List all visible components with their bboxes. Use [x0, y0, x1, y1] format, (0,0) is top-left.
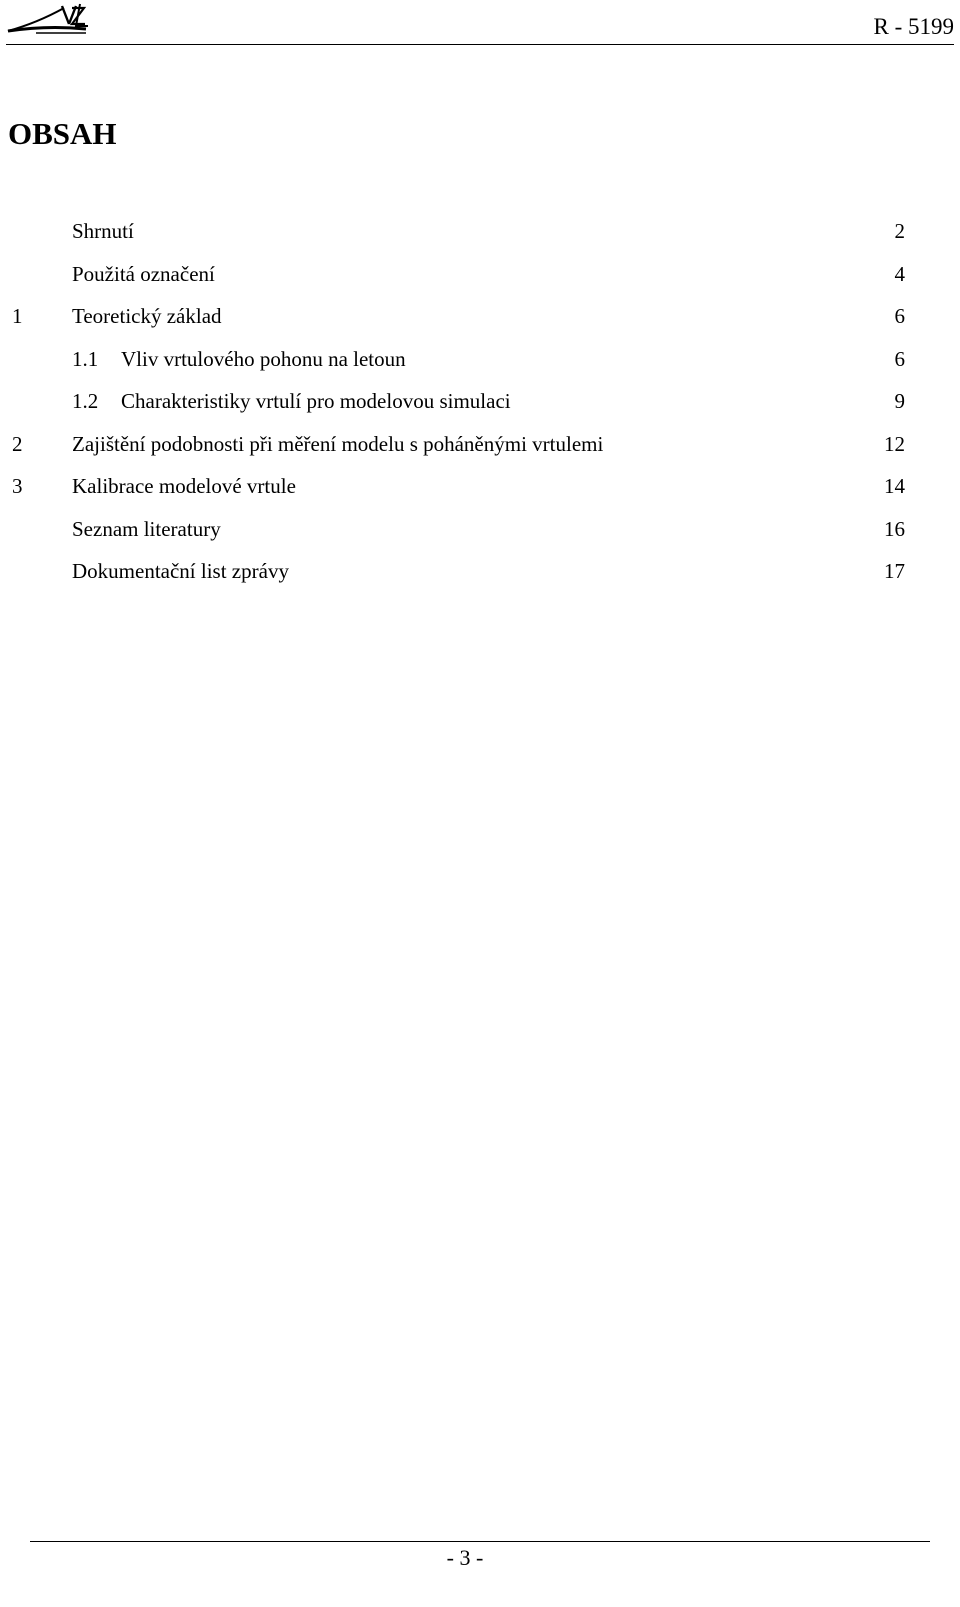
toc-item-label: Seznam literatury — [72, 516, 221, 541]
page-number: - 3 - — [446, 1545, 484, 1570]
document-number: R - 5199 — [873, 14, 954, 39]
toc-item-page: 16 — [884, 516, 905, 541]
toc-item-propeller-influence[interactable] — [0, 338, 960, 381]
toc-item-references[interactable] — [0, 508, 960, 551]
toc-item-propeller-characteristics[interactable] — [0, 380, 960, 423]
toc-item-label: Vliv vrtulového pohonu na letoun — [121, 346, 406, 371]
toc-item-page: 6 — [894, 304, 905, 328]
toc-item-label: Charakteristiky vrtulí pro modelovou simulaci — [121, 389, 511, 413]
toc-item-page: 2 — [894, 219, 905, 243]
page-title: OBSAH — [8, 116, 117, 151]
page-header — [6, 0, 954, 46]
table-of-contents — [0, 210, 960, 593]
toc-item-label: Zajištění podobnosti při měření modelu s poháněnými vrtulemi — [72, 431, 604, 456]
toc-item-summary[interactable] — [0, 210, 960, 253]
footer-divider — [30, 1541, 930, 1542]
toc-item-number: 1.2 — [72, 389, 99, 413]
toc-item-theory[interactable] — [0, 295, 960, 338]
toc-item-page: 6 — [894, 346, 905, 371]
toc-item-page: 12 — [884, 431, 905, 456]
toc-item-page: 9 — [894, 389, 905, 413]
header-divider — [6, 44, 954, 45]
toc-item-similarity[interactable] — [0, 423, 960, 466]
toc-item-label: Shrnutí — [72, 219, 134, 243]
toc-item-label: Dokumentační list zprávy — [72, 559, 289, 583]
toc-item-documentation-sheet[interactable] — [0, 550, 960, 593]
toc-item-calibration[interactable] — [0, 465, 960, 508]
toc-item-label: Kalibrace modelové vrtule — [72, 474, 296, 498]
toc-item-page: 17 — [884, 559, 905, 583]
toc-item-notation[interactable] — [0, 253, 960, 296]
vzlu-logo-icon — [6, 2, 90, 36]
toc-item-number: 3 — [12, 474, 23, 498]
toc-item-label: Použitá označení — [72, 261, 215, 286]
toc-item-number: 1 — [12, 304, 23, 328]
toc-item-label: Teoretický základ — [72, 304, 222, 328]
toc-item-page: 4 — [894, 261, 905, 286]
toc-item-number: 2 — [12, 431, 23, 456]
toc-item-page: 14 — [884, 474, 905, 498]
toc-item-number: 1.1 — [72, 346, 99, 371]
